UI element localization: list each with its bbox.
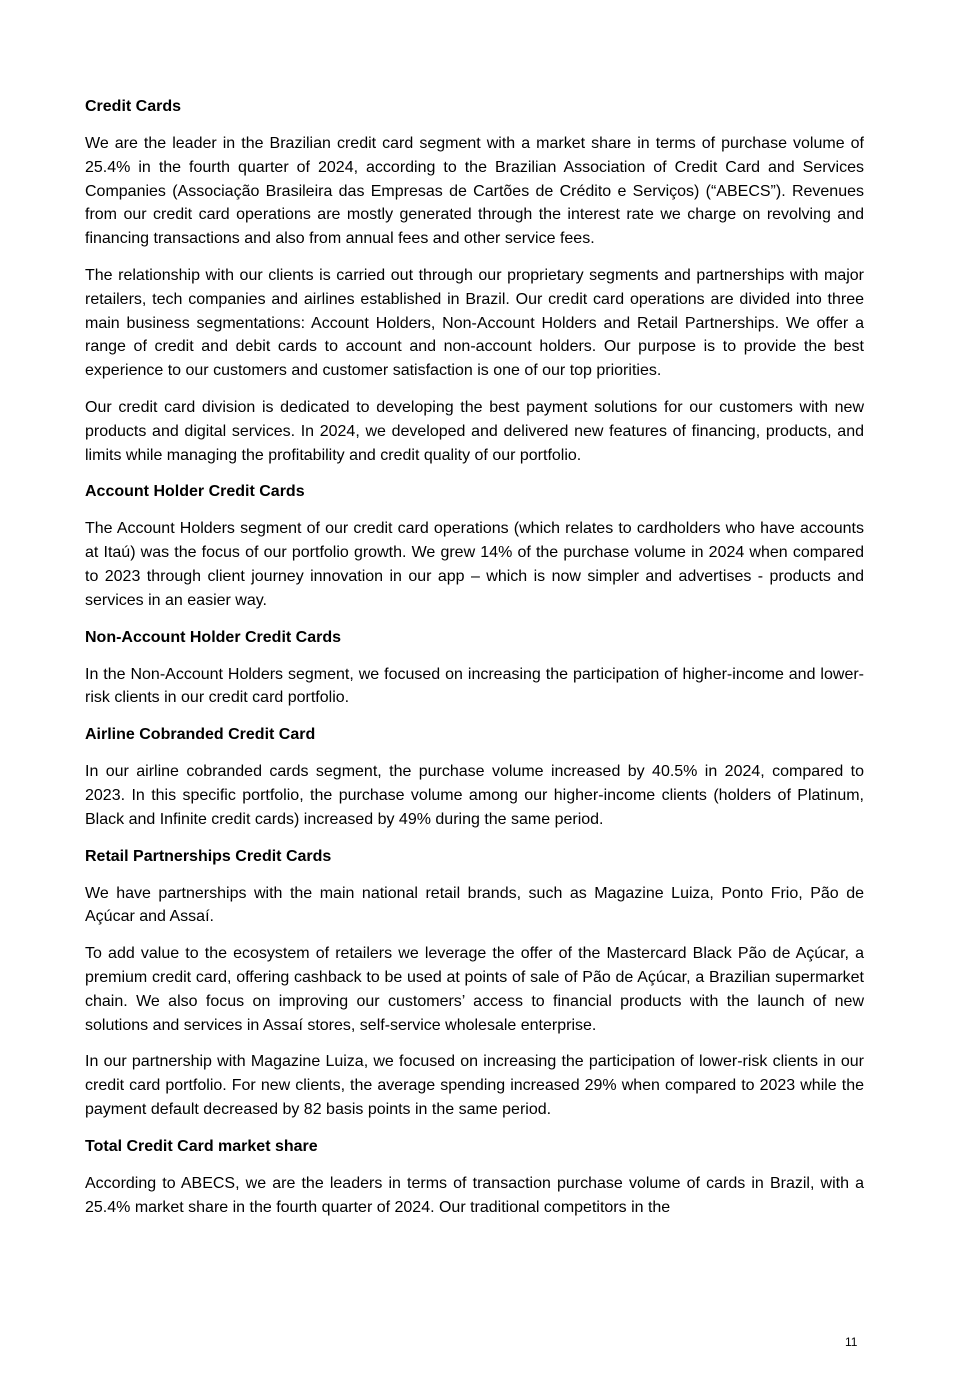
section-total-credit-card-market-share <box>85 1135 864 1220</box>
section-retail-partnerships-credit-cards <box>85 845 864 1122</box>
paragraph: In our airline cobranded cards segment, the purchase volume increased by 40.5% in 2024, compared to 2023. In this specific portfolio, the purchase volume among our higher-income clients (holders of Platinum, Black and Infinite credit cards) increased by 49% during the same period. <box>85 763 864 828</box>
section-heading: Total Credit Card market share <box>85 1137 318 1155</box>
paragraph: In our partnership with Magazine Luiza, we focused on increasing the participation of lower-risk clients in our credit card portfolio. For new clients, the average spending increased 29% when compared to 2023 while the payment default decreased by 82 basis points in the same period. <box>85 1053 864 1118</box>
section-heading: Non-Account Holder Credit Cards <box>85 628 342 646</box>
paragraph: We are the leader in the Brazilian credit card segment with a market share in terms of purchase volume of 25.4% in the fourth quarter of 2024, according to the Brazilian Association of Credit Card and Services Companies (Associação Brasileira das Empresas de Cartões de Crédito e Serviços) (“ABECS”). Revenues from our credit card operations are mostly generated through the interest rate we charge on revolving and financing transactions and also from annual fees and other service fees. <box>85 135 864 248</box>
paragraph: The Account Holders segment of our credit card operations (which relates to cardholders who have accounts at Itaú) was the focus of our portfolio growth. We grew 14% of the purchase volume in 2024 when compared to 2023 through client journey innovation in our app – which is now simpler and advertises - products and services in an easier way. <box>85 520 864 609</box>
paragraph: In the Non-Account Holders segment, we focused on increasing the participation of higher-income and lower-risk clients in our credit card portfolio. <box>85 665 864 707</box>
section-account-holder-credit-cards <box>85 480 864 612</box>
document-page <box>85 95 864 1232</box>
section-heading: Account Holder Credit Cards <box>85 483 305 501</box>
paragraph: Our credit card division is dedicated to developing the best payment solutions for our customers with new products and digital services. In 2024, we developed and delivered new features of financing, products, and limits while managing the profitability and credit quality of our portfolio. <box>85 398 864 464</box>
section-non-account-holder-credit-cards <box>85 626 864 711</box>
paragraph: According to ABECS, we are the leaders in terms of transaction purchase volume of cards in Brazil, with a 25.4% market share in the fourth quarter of 2024. Our traditional competitors in the <box>85 1174 864 1216</box>
paragraph: We have partnerships with the main national retail brands, such as Magazine Luiza, Ponto Frio, Pão de Açúcar and Assaí. <box>85 884 864 926</box>
paragraph: The relationship with our clients is carried out through our proprietary segments and partnerships with major retailers, tech companies and airlines established in Brazil. Our credit card operations are divided into three main business segmentations: Account Holders, Non-Account Holders and Retail Partnerships. We offer a range of credit and debit cards to account and non-account holders. Our purpose is to provide the best experience to our customers and customer satisfaction is one of our top priorities. <box>85 266 864 380</box>
paragraph: To add value to the ecosystem of retailers we leverage the offer of the Mastercard Black Pão de Açúcar, a premium credit card, offering cashback to be used at points of sale of Pão de Açúcar, a Brazilian supermarket chain. We also focus on improving our customers’ access to financial products with the launch of new solutions and services in Assaí stores, self-service wholesale enterprise. <box>85 945 864 1034</box>
page-number: 11 <box>845 1335 858 1349</box>
section-heading: Airline Cobranded Credit Card <box>85 726 316 744</box>
section-credit-cards <box>85 95 864 467</box>
section-heading: Credit Cards <box>85 98 182 115</box>
section-heading: Retail Partnerships Credit Cards <box>85 847 332 865</box>
section-airline-cobranded-credit-card <box>85 723 864 831</box>
